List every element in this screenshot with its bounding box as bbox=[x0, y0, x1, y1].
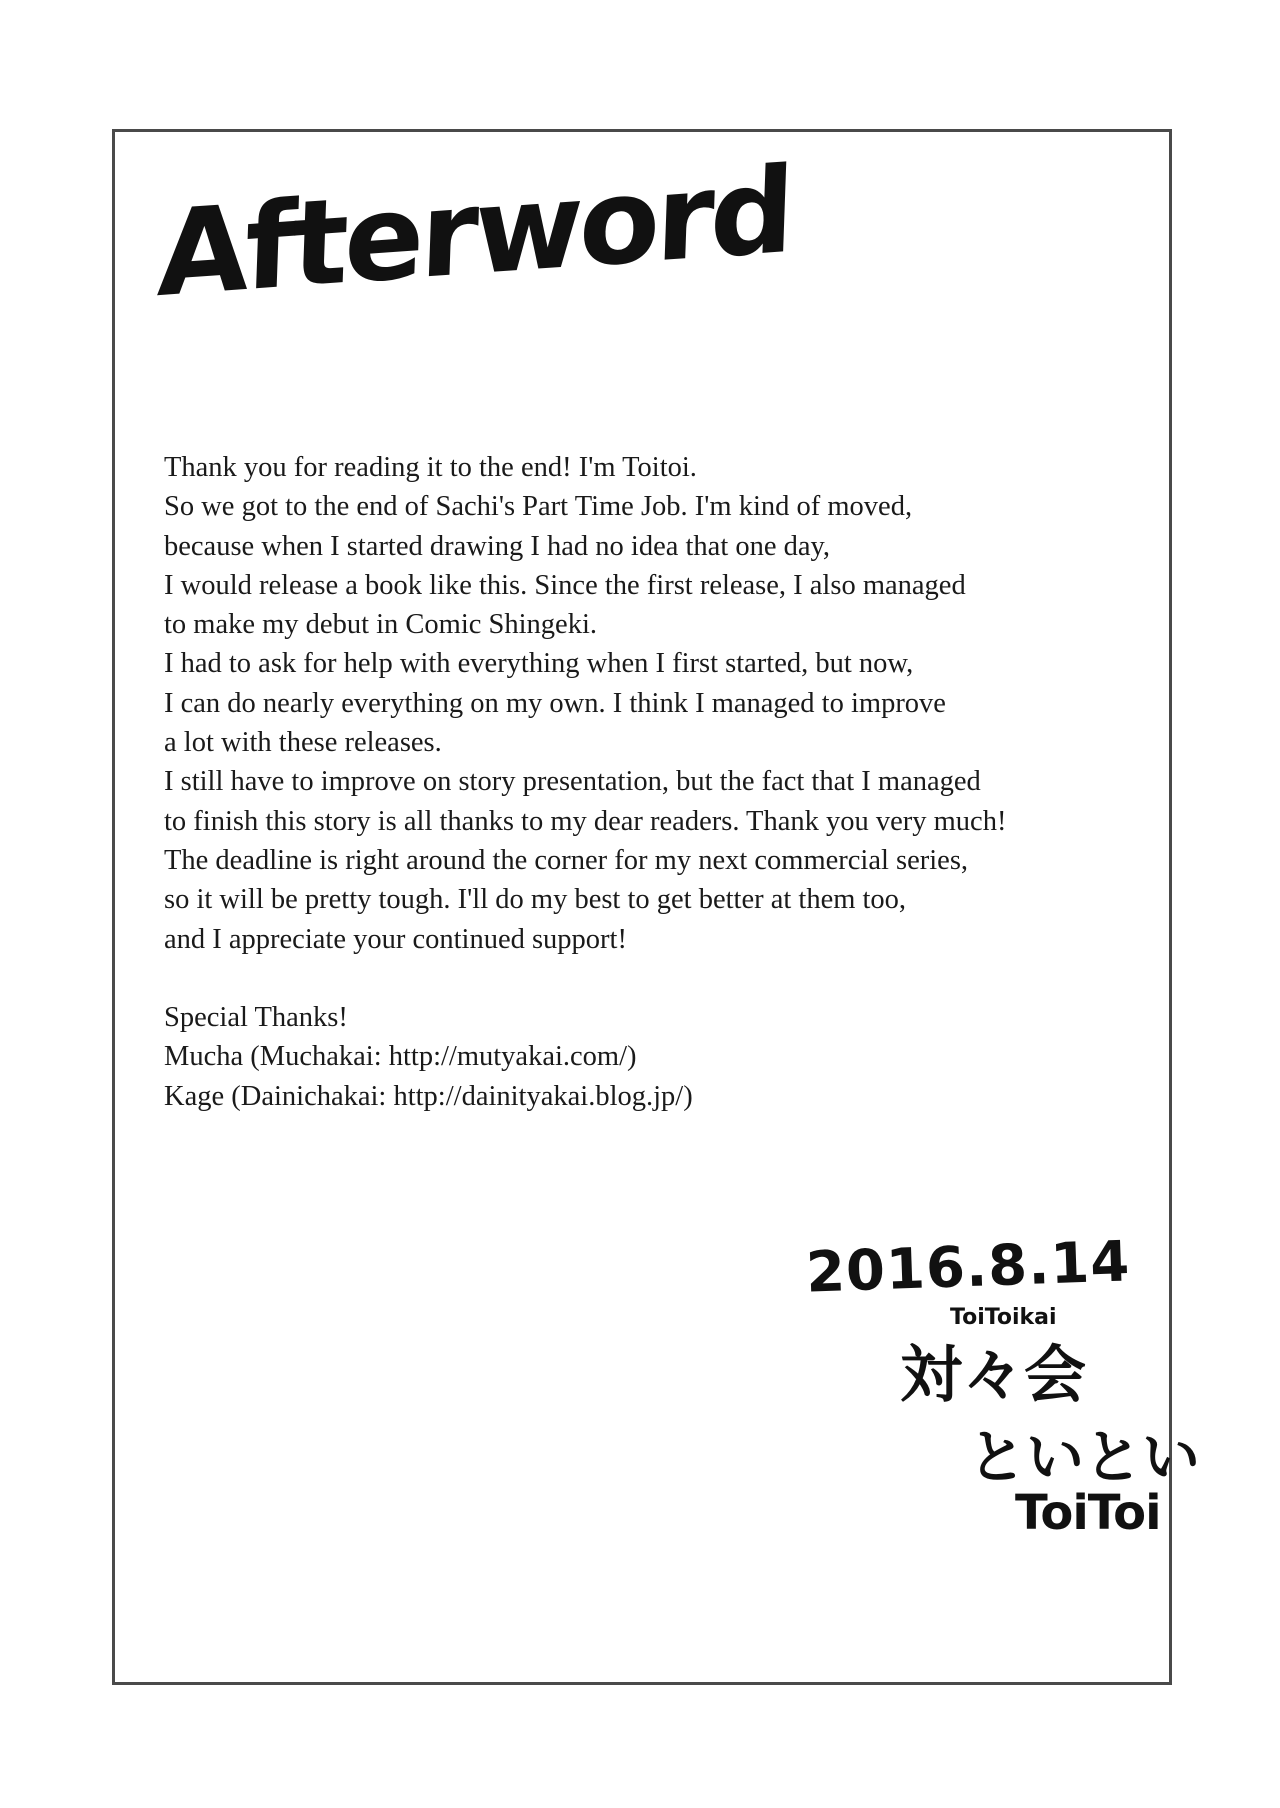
paragraph-line: to make my debut in Comic Shingeki. bbox=[164, 609, 597, 641]
page-title: Afterword bbox=[155, 140, 793, 324]
signature-circle-romaji: ToiToikai bbox=[950, 1305, 1057, 1330]
thanks-heading: Special Thanks! bbox=[164, 1002, 348, 1034]
afterword-body bbox=[164, 448, 1124, 1116]
signature-author-romaji: ToiToi bbox=[1015, 1485, 1161, 1541]
signature-date: 2016.8.14 bbox=[804, 1229, 1132, 1306]
paragraph-spacer bbox=[164, 959, 1124, 998]
paragraph-line: because when I started drawing I had no idea that one day, bbox=[164, 530, 831, 562]
paragraph-line: Thank you for reading it to the end! I'm Toitoi. bbox=[164, 452, 697, 483]
paragraph-line: I still have to improve on story presentation, but the fact that I managed bbox=[164, 766, 981, 798]
paragraph-line: The deadline is right around the corner for my next commercial series, bbox=[164, 844, 969, 876]
paragraph-line: to finish this story is all thanks to my dear readers. Thank you very much! bbox=[164, 805, 1007, 837]
paragraph-line: so it will be pretty tough. I'll do my best to get better at them too, bbox=[164, 884, 907, 916]
paragraph-line: I had to ask for help with everything when I first started, but now, bbox=[164, 648, 914, 680]
paragraph-line: I can do nearly everything on my own. I think I managed to improve bbox=[164, 687, 946, 719]
paragraph-line: a lot with these releases. bbox=[164, 727, 442, 759]
paragraph-line: and I appreciate your continued support! bbox=[164, 923, 627, 955]
signature-author-kana: といとい bbox=[968, 1423, 1201, 1491]
handwritten-signature bbox=[800, 1229, 1201, 1555]
signature-circle-name: 対々会 bbox=[900, 1338, 1087, 1411]
paragraph-line: So we got to the end of Sachi's Part Time Job. I'm kind of moved, bbox=[164, 491, 913, 523]
thanks-entry: Mucha (Muchakai: http://mutyakai.com/) bbox=[164, 1041, 637, 1073]
thanks-entry: Kage (Dainichakai: http://dainityakai.blog.jp/) bbox=[164, 1080, 693, 1112]
paragraph-line: I would release a book like this. Since the first release, I also managed bbox=[164, 569, 966, 601]
